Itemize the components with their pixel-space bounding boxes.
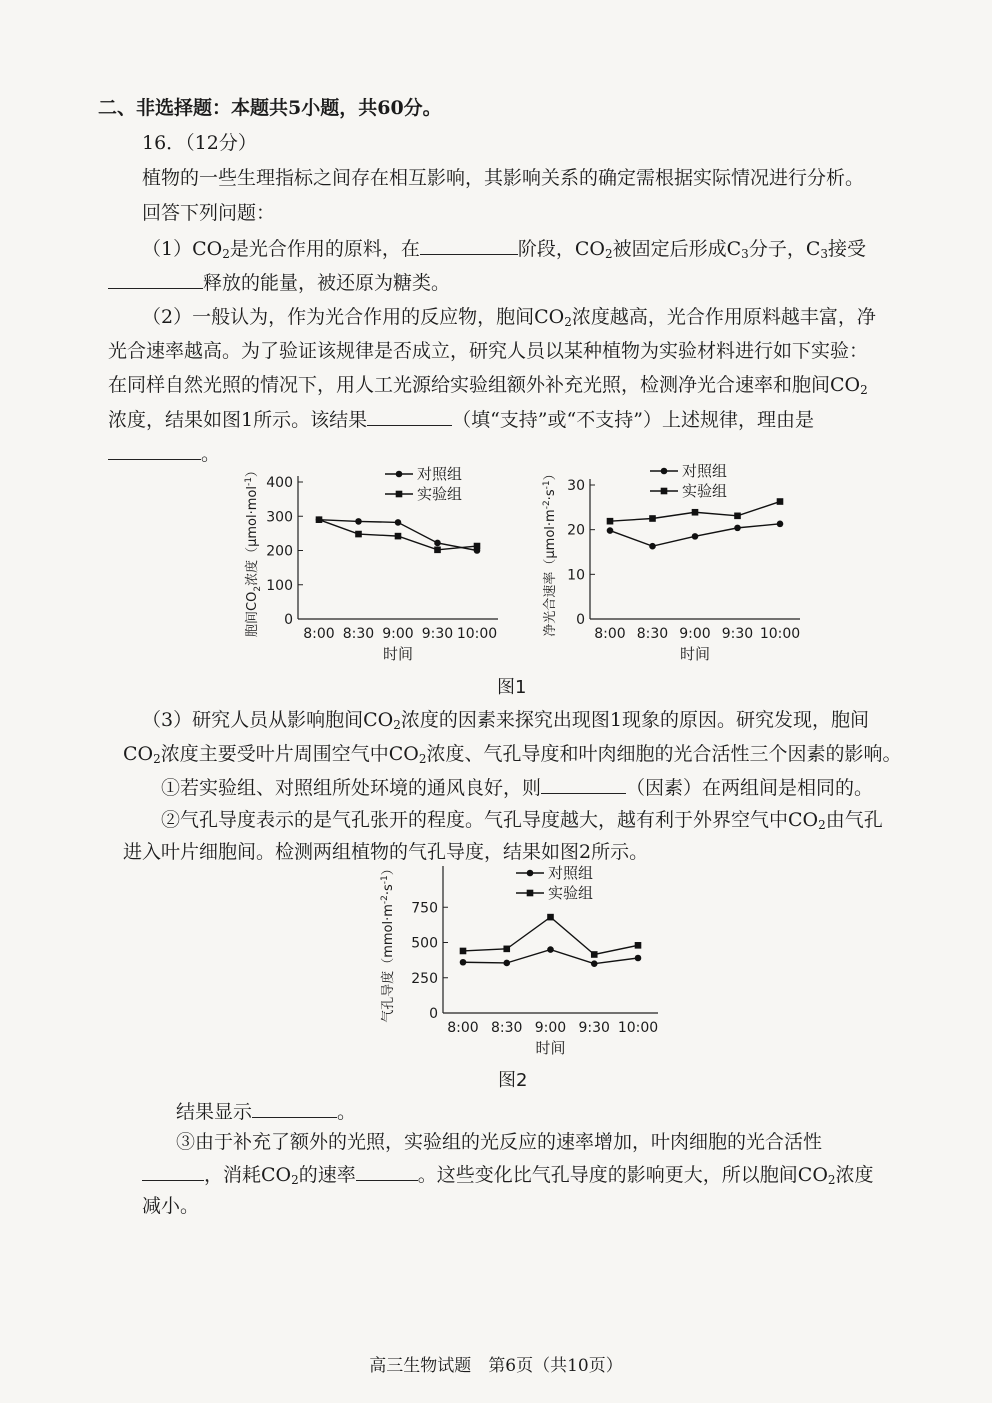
figure2-caption: 图2 [498,1070,528,1091]
data-point-square [777,498,784,505]
p3-text: ②气孔导度表示的是气孔张开的程度。气孔导度越大，越有利于外界空气中CO [161,809,819,831]
y-axis-title-part: 净光合速率（μmol·m [543,509,558,637]
answer-blank-energy[interactable] [108,268,203,289]
data-point-square [734,513,741,520]
legend-label: 对照组 [548,864,594,882]
subscript: 2 [604,247,613,261]
page-footer: 高三生物试题 第6页（共10页） [369,1356,623,1376]
data-point-square [607,518,614,525]
p3-text: 浓度主要受叶片周围空气中CO [160,743,419,765]
p3-text: 结果显示 [176,1101,253,1123]
y-axis-title-part: -1 [244,477,254,487]
y-axis-title-part: 浓度（μmol·mol [245,486,260,586]
section-heading-text: 二、非选择题：本题共5小题，共60分。 [98,97,442,119]
p2-text: 在同样自然光照的情况下，用人工光源给实验组额外补充光照，检测净光合速率和胞间CO [108,374,861,396]
y-tick-label: 400 [266,475,293,491]
data-point-square [474,543,481,550]
p3-text: 由气孔 [825,809,883,831]
p3-text: ①若实验组、对照组所处环境的通风良好，则 [161,777,542,799]
part2-line1 [142,303,876,331]
data-point-square [434,547,441,554]
data-point-circle [591,960,598,967]
p1-text-b: 是光合作用的原料，在 [229,238,420,260]
p1-text-g: 释放的能量，被还原为糖类。 [203,272,451,294]
legend-marker-circle [396,471,403,478]
x-axis-title: 时间 [679,645,711,663]
p2-text: 。 [201,443,221,465]
p3-text: ，消耗CO [204,1164,292,1186]
legend-label: 实验组 [417,485,463,503]
figure1-caption: 图1 [497,677,527,698]
y-axis-title-part: 胞间CO [245,591,260,637]
p3-text: （3）研究人员从影响胞间CO [142,709,394,731]
x-tick-label: 8:00 [447,1020,479,1036]
stomata-chart-svg [368,860,668,1065]
data-point-square [460,948,467,955]
y-tick-label: 0 [284,612,293,628]
part3-sub3: ③由于补充了额外的光照，实验组的光反应的速率增加，叶肉细胞的光合活性 [176,1131,823,1153]
y-axis-title-part: ·s [543,489,558,501]
y-tick-label: 750 [411,900,438,917]
data-point-square [547,914,554,921]
x-axis-title: 时间 [382,645,414,663]
answer-blank-support[interactable] [367,405,452,426]
p1-text-e: 分子，C [748,238,821,260]
y-axis-title-part: -1 [542,480,552,490]
data-point-circle [635,955,642,962]
y-axis-title-part: ） [543,467,558,481]
part3-sub2 [161,806,883,834]
p1-text-f: 接受 [828,238,867,260]
p3-text: 浓度、气孔导度和叶肉细胞的光合活性三个因素的影响。 [426,743,902,765]
subscript: 2 [153,752,161,766]
x-tick-label: 9:00 [382,626,414,642]
x-tick-label: 9:30 [721,626,754,642]
data-point-square [355,531,362,538]
y-axis-title-part: -2 [542,500,552,510]
data-point-circle [503,960,510,967]
y-axis-title-part: ） [381,862,396,876]
part3-sub1 [161,773,873,802]
data-point-square [316,516,323,523]
legend-label: 实验组 [682,482,728,500]
question-prompt: 回答下列问题： [142,202,276,224]
question-intro: 植物的一些生理指标之间存在相互影响，其影响关系的确定需根据实际情况进行分析。 [142,167,865,189]
part1-line2 [108,268,450,297]
y-axis-title-part: -2 [380,895,390,905]
answer-blank-reason[interactable] [108,439,201,460]
x-tick-label: 9:00 [534,1020,567,1036]
y-axis-title [380,862,396,1023]
x-tick-label: 8:00 [303,626,335,642]
data-point-circle [692,533,699,540]
y-axis-title-part: 2 [253,585,263,592]
y-tick-label: 30 [567,478,585,494]
p2-text: （2）一般认为，作为光合作用的反应物，胞间CO [142,306,565,328]
y-axis-title [542,467,558,636]
data-point-circle [434,540,441,547]
data-point-square [591,951,598,958]
x-tick-label: 8:30 [342,626,375,642]
data-point-circle [395,519,402,526]
p3-text: 。 [337,1101,357,1123]
p1-text-a: （1）CO [142,238,223,260]
part3-sub2-line2: 进入叶片细胞间。检测两组植物的气孔导度，结果如图2所示。 [123,841,649,863]
data-point-circle [355,518,362,525]
data-point-circle [734,525,741,532]
part3-sub3-line3: 减小。 [142,1195,200,1217]
data-point-circle [460,959,467,966]
p2-text: 浓度越高，光合作用原料越丰富，净 [571,306,876,328]
x-tick-label: 10:00 [617,1020,659,1036]
subscript: 3 [820,247,828,261]
subscript: 2 [291,1173,299,1187]
part1-line1 [142,234,866,263]
subscript: 2 [393,718,401,732]
y-axis-title [244,464,263,637]
figure2-chart-stomata [368,860,668,1069]
p3-text: （因素）在两组间是相同的。 [626,777,874,799]
x-tick-label: 9:30 [421,626,454,642]
legend-label: 对照组 [417,465,463,483]
p2-text: （填“支持”或“不支持”）上述规律，理由是 [452,409,814,431]
subscript: 2 [418,752,427,766]
data-point-circle [649,543,656,550]
figure1-chart-co2 [240,460,505,682]
x-axis-title: 时间 [535,1039,566,1057]
part3-line2 [123,740,902,768]
rate-chart-svg [540,460,805,678]
question-number: 16．（12分） [142,132,257,154]
part3-line1 [142,706,869,734]
part2-line3 [108,371,868,399]
subscript: 2 [827,1173,836,1187]
p3-text: CO [123,743,154,765]
data-point-square [649,515,656,522]
data-point-circle [547,946,554,953]
y-tick-label: 300 [266,509,293,526]
legend-marker-square [661,488,668,495]
data-point-square [692,509,699,516]
y-axis-title-part: ·s [381,884,396,896]
legend-label: 实验组 [548,884,594,902]
data-point-square [503,946,510,953]
x-tick-label: 8:00 [594,626,626,642]
p2-text: 浓度，结果如图1所示。该结果 [108,409,368,431]
y-axis-title-part: 气孔导度（mmol·m [381,904,396,1023]
p3-text: 。这些变化比气孔导度的影响更大，所以胞间CO [417,1164,828,1186]
data-point-circle [777,521,784,528]
figure1-chart-rate [540,460,805,682]
y-tick-label: 0 [576,612,585,628]
answer-blank-factor[interactable] [541,773,626,794]
legend-label: 对照组 [682,462,728,480]
answer-blank-result[interactable] [252,1097,337,1118]
subscript: 3 [741,247,749,261]
part2-line4 [108,405,814,434]
x-tick-label: 10:00 [759,626,801,642]
p3-text: 浓度的因素来探究出现图1现象的原因。研究发现，胞间 [400,709,869,731]
x-tick-label: 9:30 [578,1020,610,1036]
legend-marker-circle [527,870,534,877]
legend-marker-circle [661,468,668,475]
x-tick-label: 10:00 [456,626,498,642]
p3-text: 浓度 [835,1164,874,1186]
data-point-circle [607,527,614,534]
y-tick-label: 100 [266,577,293,594]
x-tick-label: 8:30 [636,626,669,642]
result-line [176,1097,356,1126]
p3-text: 的速率 [298,1164,356,1186]
subscript: 2 [860,383,868,397]
answer-blank-activity[interactable] [142,1160,204,1181]
answer-blank-stage[interactable] [420,234,518,255]
y-tick-label: 20 [567,522,585,539]
x-tick-label: 8:30 [491,1020,523,1036]
legend-marker-square [396,491,403,498]
data-point-square [395,533,402,540]
data-point-square [635,942,642,949]
subscript: 2 [222,247,230,261]
part3-sub3-line2 [142,1160,874,1189]
subscript: 2 [564,315,572,329]
subscript: 2 [818,818,826,832]
legend-marker-square [527,890,534,897]
y-tick-label: 500 [411,935,438,952]
co2-chart-svg [240,460,505,678]
part2-line2: 光合速率越高。为了验证该规律是否成立，研究人员以某种植物为实验材料进行如下实验： [108,340,869,362]
y-tick-label: 200 [266,543,293,560]
y-axis-title-part: -1 [380,875,390,885]
part2-line5 [108,439,220,468]
x-tick-label: 9:00 [679,626,711,642]
section-heading [98,94,442,122]
y-tick-label: 0 [429,1006,438,1022]
answer-blank-rate[interactable] [356,1160,418,1181]
p1-text-c: 阶段，CO [517,238,605,260]
y-tick-label: 10 [567,567,585,584]
y-axis-title-part: ） [245,464,260,478]
p1-text-d: 被固定后形成C [612,238,742,260]
y-tick-label: 250 [411,970,438,987]
